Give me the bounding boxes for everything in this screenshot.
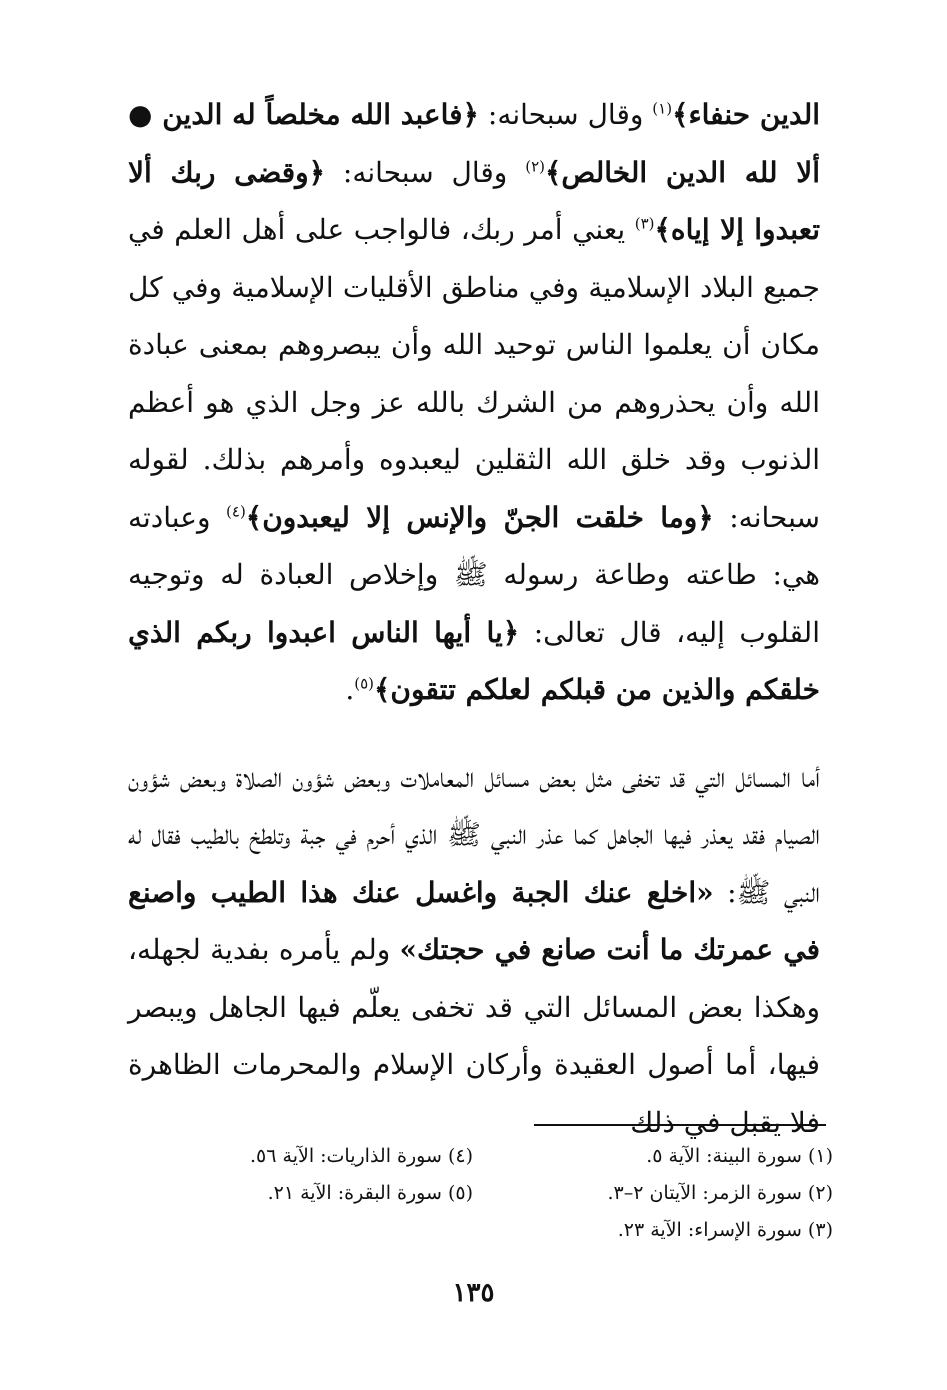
quran-quote: ﴿يا أيها الناس اعبدوا ربكم الذي خلقكم والذين من قبلكم لعلكم تتقون﴾ — [128, 615, 820, 706]
footnote-5: (٥) سورة البقرة: الآية ٢١. — [267, 1182, 473, 1204]
footnotes-right-column — [513, 1138, 833, 1249]
page-number: ١٣٥ — [452, 1278, 495, 1308]
body-text: ولم يأمره بفدية لجهله، وهكذا بعض المسائل التي قد تخفى يعلّم فيها الجاهل ويبصر فيها، أما أصول العقيدة وأركان الإسلام والمحرمات الظاهرة فلا يقبل في ذلك — [128, 933, 820, 1139]
body-text: وقال سبحانه: — [325, 155, 526, 189]
body-text: وعبادته هي: طاعته وطاعة رسوله ﷺ وإخلاص العبادة له وتوجيه القلوب إليه، قال تعالى: — [128, 500, 820, 649]
footnote-ref-1: (١) — [652, 99, 673, 118]
footnote-ref-5: (٥) — [354, 674, 375, 693]
body-text: وقال سبحانه: — [478, 98, 653, 131]
body-text: . — [345, 673, 355, 706]
paragraph-2 — [128, 749, 820, 1152]
footnote-3: (٣) سورة الإسراء: الآية ٢٣. — [617, 1219, 833, 1241]
footnote-ref-2: (٢) — [525, 157, 545, 176]
page-body — [128, 86, 820, 1151]
quran-quote: ﴿وما خلقت الجنّ والإنس إلا ليعبدون﴾ — [245, 500, 714, 534]
footnote-ref-3: (٣) — [634, 214, 655, 233]
body-text: يعني أمر ربك، فالواجب على أهل العلم في جميع البلاد الإسلامية وفي مناطق الأقليات الإسلامية وفي كل مكان أن يعلموا الناس توحيد الله وأن يبصروهم بمعنى عبادة الله وأن يحذروهم من الشرك بالله عز وجل الذي هو أعظم الذنوب وقد خلق الله الثقلين ليعبدوه وأمرهم بذلك. لقوله سبحانه: — [128, 213, 821, 534]
footnote-4: (٤) سورة الذاريات: الآية ٥٦. — [250, 1145, 473, 1167]
paragraph-gap — [128, 719, 820, 749]
footnote-ref-4: (٤) — [226, 502, 246, 521]
footnotes-left-column — [153, 1138, 473, 1249]
quran-quote: ﴿فاعبد الله مخلصاً له الدين ● ألا لله الدين الخالص﴾ — [128, 98, 820, 189]
paragraph-1 — [128, 86, 820, 719]
footnotes — [128, 1138, 833, 1249]
footnote-2: (٢) سورة الزمر: الآيتان ٢–٣. — [607, 1182, 833, 1204]
footnote-separator — [534, 1124, 826, 1126]
hadith-quote: «اخلع عنك الجبة واغسل عنك هذا الطيب واصنع في عمرتك ما أنت صانع في حجتك» — [128, 875, 820, 966]
quran-quote: ﴿وقضى ربك ألا تعبدوا إلا إياه﴾ — [128, 155, 820, 246]
footnote-1: (١) سورة البينة: الآية ٥. — [646, 1145, 833, 1167]
body-text: أما المسائل التي قد تخفى مثل بعض مسائل المعاملات وبعض شؤون الصلاة وبعض شؤون الصيام فقد يعذر فيها الجاهل كما عذر النبي ﷺ الذي أحرم في جبة وتلطخ بالطيب فقال له النبي ﷺ: — [128, 760, 820, 909]
quran-quote: الدين حنفاء﴾ — [672, 98, 820, 131]
